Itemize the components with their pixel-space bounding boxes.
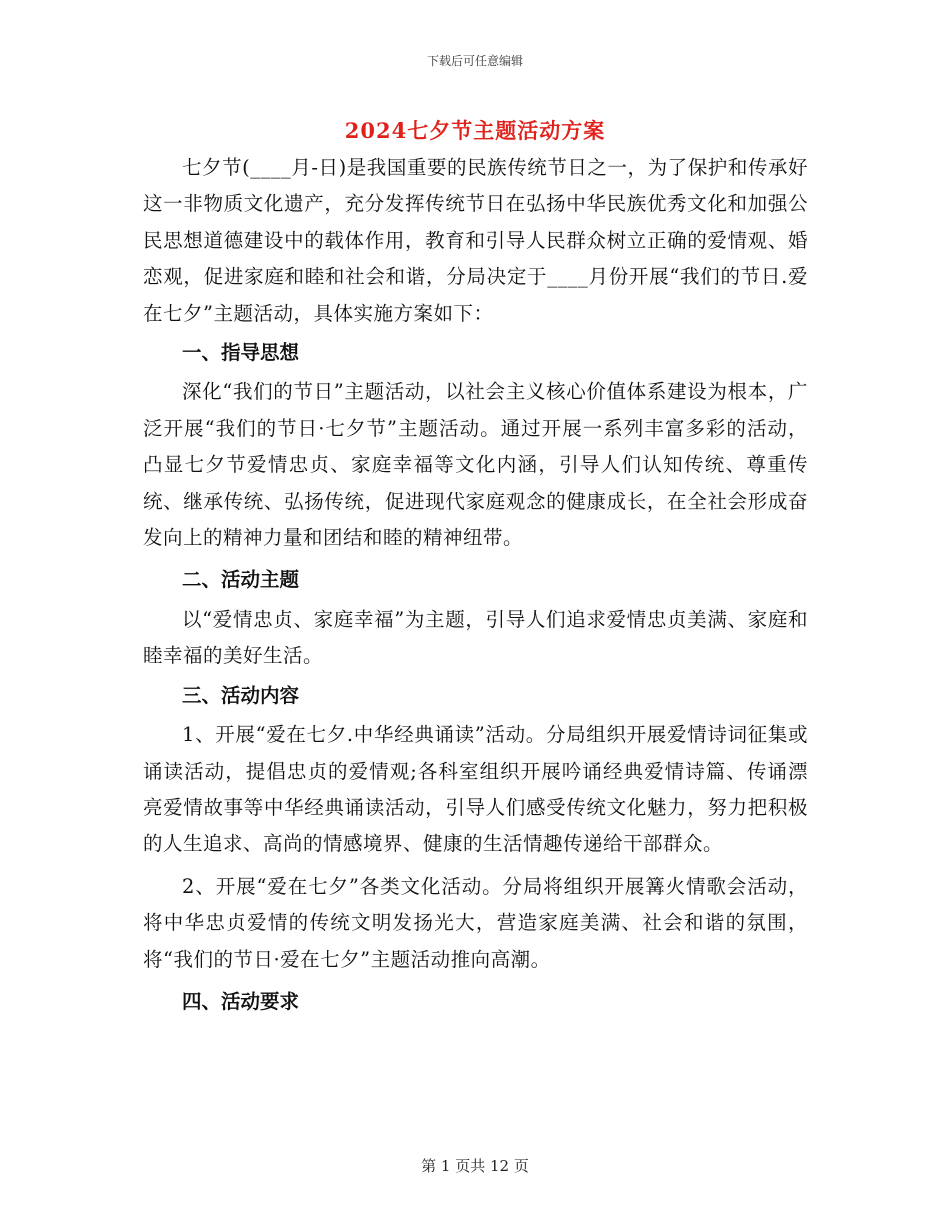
section-paragraph: 2、开展“爱在七夕”各类文化活动。分局将组织开展篝火情歌会活动，将中华忠贞爱情的传统文明发扬光大，营造家庭美满、社会和谐的氛围，将“我们的节日·爱在七夕”主题活动推向高潮。 <box>143 874 808 971</box>
section-heading-activity-requirements: 四、活动要求 <box>182 989 300 1013</box>
document-body <box>143 150 808 1023</box>
document-title: 2024七夕节主题活动方案 <box>344 118 606 143</box>
section-heading-guiding-ideology: 一、指导思想 <box>182 341 300 365</box>
section-paragraph: 深化“我们的节日”主题活动，以社会主义核心价值体系建设为根本，广泛开展“我们的节日·七夕节”主题活动。通过开展一系列丰富多彩的活动，凸显七夕节爱情忠贞、家庭幸福等文化内涵，引导人们认知传统、尊重传统、继承传统、弘扬传统，促进现代家庭观念的健康成长，在全社会形成奋发向上的精神力量和团结和睦的精神纽带。 <box>143 380 808 550</box>
page-header: 下载后可任意编辑 <box>426 54 523 68</box>
intro-paragraph: 七夕节(____月-日)是我国重要的民族传统节日之一，为了保护和传承好这一非物质文化遗产，充分发挥传统节日在弘扬中华民族优秀文化和加强公民思想道德建设中的载体作用，教育和引导人民群众树立正确的爱情观、婚恋观，促进家庭和睦和社会和谐，分局决定于____月份开展“我们的节日.爱在七夕”主题活动，具体实施方案如下： <box>143 156 808 325</box>
section-heading-activity-theme: 二、活动主题 <box>182 568 300 592</box>
section-paragraph: 1、开展“爱在七夕.中华经典诵读”活动。分局组织开展爱情诗词征集或诵读活动，提倡忠贞的爱情观;各科室组织开展吟诵经典爱情诗篇、传诵漂亮爱情故事等中华经典诵读活动，引导人们感受传统文化魅力，努力把积极的人生追求、高尚的情感境界、健康的生活情趣传递给干部群众。 <box>143 723 808 856</box>
section-paragraph: 以“爱情忠贞、家庭幸福”为主题，引导人们追求爱情忠贞美满、家庭和睦幸福的美好生活。 <box>143 607 808 668</box>
section-heading-activity-content: 三、活动内容 <box>182 683 300 707</box>
page-footer: 第 1 页共 12 页 <box>421 1157 529 1175</box>
